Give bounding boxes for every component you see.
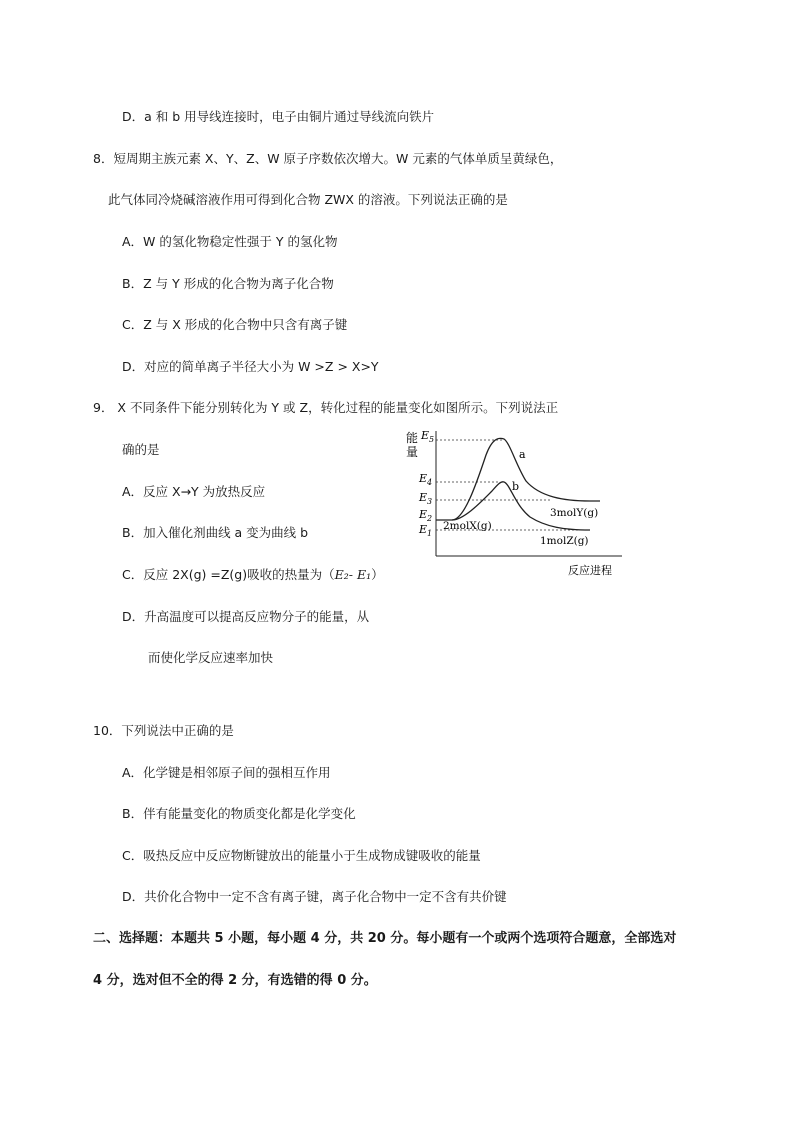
section2-heading-line2: 4 分，选对但不全的得 2 分，有选错的得 0 分。	[93, 973, 377, 988]
energy-diagram	[400, 425, 630, 580]
q9-stem-line1: 9． X 不同条件下能分别转化为 Y 或 Z，转化过程的能量变化如图所示。下列说法正	[93, 400, 559, 415]
label-e2: $E_2$	[419, 508, 433, 523]
q9-option-d-line1: D．升高温度可以提高反应物分子的能量，从	[122, 609, 370, 624]
q8-option-c: C．Z 与 X 形成的化合物中只含有离子键	[122, 317, 348, 332]
xlabel: 反应进程	[568, 564, 612, 577]
q9-stem-line2: 确的是	[122, 442, 160, 457]
q9-option-c	[122, 567, 384, 583]
product-z-label: 1molZ(g)	[540, 535, 589, 547]
q8-option-a: A．W 的氢化物稳定性强于 Y 的氢化物	[122, 234, 338, 249]
label-e1: $E_1$	[419, 523, 433, 538]
q10-option-b: B．伴有能量变化的物质变化都是化学变化	[122, 806, 356, 821]
q9-option-c-formula: E₂- E₁	[334, 567, 372, 582]
curve-a-label: a	[519, 448, 526, 461]
label-e5: $E_5$	[421, 429, 435, 444]
q8-stem-line1: 8．短周期主族元素 X、Y、Z、W 原子序数依次增大。W 元素的气体单质呈黄绿色，	[93, 151, 563, 166]
ylabel-1: 能	[406, 431, 419, 445]
product-y-label: 3molY(g)	[550, 507, 599, 519]
q10-option-d: D．共价化合物中一定不含有离子键，离子化合物中一定不含有共价键	[122, 889, 507, 904]
q9-option-b: B．加入催化剂曲线 a 变为曲线 b	[122, 525, 309, 540]
q9-option-c-text: C．反应 2X(g) =Z(g)吸收的热量为（	[122, 567, 335, 582]
q10-stem: 10．下列说法中正确的是	[93, 723, 234, 738]
q10-option-a: A．化学键是相邻原子间的强相互作用	[122, 765, 331, 780]
label-e3: $E_3$	[419, 491, 433, 506]
ylabel-2: 量	[406, 445, 419, 459]
q9-option-a: A．反应 X→Y 为放热反应	[122, 484, 266, 499]
q9-option-d-line2: 而使化学反应速率加快	[148, 650, 274, 665]
q8-option-b: B．Z 与 Y 形成的化合物为离子化合物	[122, 276, 334, 291]
q8-stem-line2: 此气体同冷烧碱溶液作用可得到化合物 ZWX 的溶液。下列说法正确的是	[108, 192, 508, 207]
q9-option-c-close: ）	[371, 567, 384, 582]
reactant-label: 2molX(g)	[443, 520, 492, 532]
q7-option-d: D．a 和 b 用导线连接时，电子由铜片通过导线流向铁片	[122, 109, 435, 124]
curve-b-label: b	[512, 480, 520, 493]
section2-heading-line1: 二、选择题：本题共 5 小题，每小题 4 分，共 20 分。每小题有一个或两个选项符合题意，全部选对	[93, 931, 677, 946]
q10-option-c: C．吸热反应中反应物断键放出的能量小于生成物成键吸收的能量	[122, 848, 481, 863]
label-e4: $E_4$	[419, 472, 433, 487]
q8-option-d: D．对应的简单离子半径大小为 W >Z > X>Y	[122, 359, 379, 374]
